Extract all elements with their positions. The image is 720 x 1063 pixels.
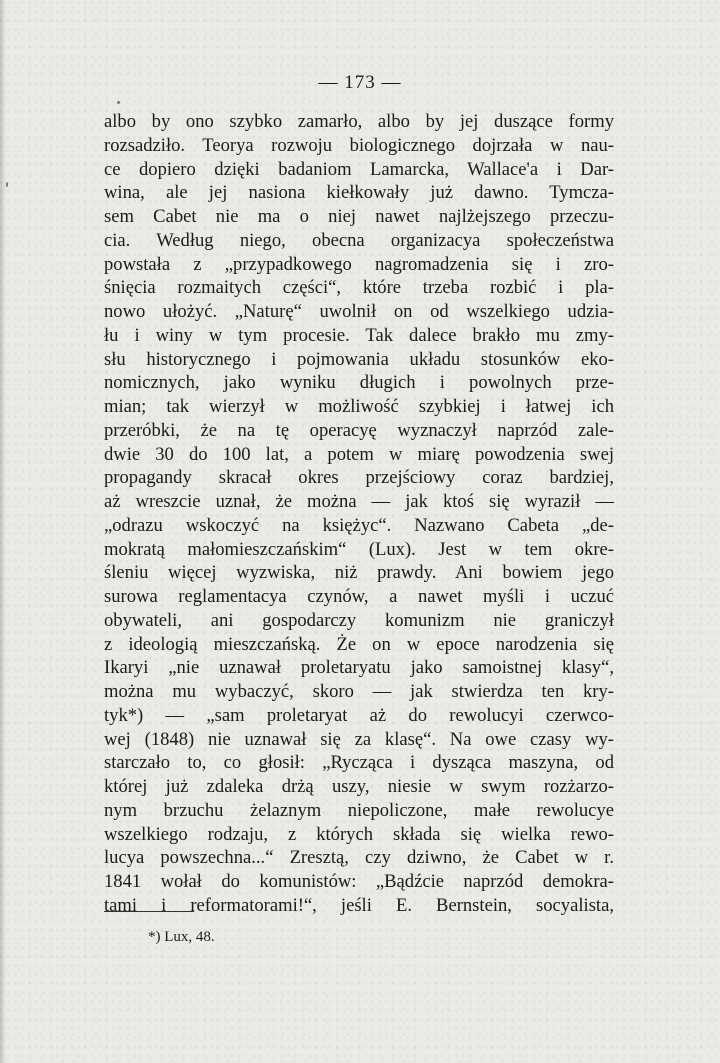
text-line: propagandy skracał okres przejściowy coraz bardziej,: [104, 467, 614, 489]
text-line: przeróbki, że na tę operacyę wyznaczył naprzód zale-: [104, 419, 614, 441]
text-line: nomicznych, jako wyniku długich i powolnych prze-: [104, 372, 614, 394]
text-line: śnięcia rozmaitych części“, które trzeba rozbić i pla-: [104, 277, 614, 299]
body-text: [104, 110, 614, 918]
text-line: cia. Według niego, obecna organizacya społeczeństwa: [104, 229, 614, 251]
text-line: z ideologią mieszczańską. Że on w epoce narodzenia się: [104, 633, 614, 655]
text-line: rozsadziło. Teorya rozwoju biologicznego dojrzała w nau-: [104, 134, 614, 156]
text-line: wina, ale jej nasiona kiełkowały już dawno. Tymcza-: [104, 182, 614, 204]
text-line: surowa reglamentacya czynów, a nawet myśli i uczuć: [104, 586, 614, 607]
text-line: mokratą małomieszczańskim“ (Lux). Jest w tem okre-: [104, 538, 614, 560]
text-line: starczało to, co głosił: „Rycząca i dysząca maszyna, od: [104, 752, 614, 774]
footnote-divider: [104, 911, 194, 912]
text-line: słu historycznego i pojmowania układu stosunków eko-: [104, 348, 614, 370]
text-line: powstała z „przypadkowego nagromadzenia się i zro-: [104, 253, 614, 275]
text-line: „odrazu wskoczyć na księżyc“. Nazwano Cabeta „de-: [104, 514, 614, 536]
text-line: Ikaryi „nie uznawał proletaryatu jako samoistnej klasy“,: [104, 657, 614, 679]
text-line: tami i reformatorami!“, jeśli E. Bernstein, socyalista,: [104, 894, 614, 916]
text-line: wszelkiego rodzaju, z których składa się wielka rewo-: [104, 823, 614, 845]
text-line: dwie 30 do 100 lat, a potem w miarę powodzenia swej: [104, 443, 614, 465]
text-line: można mu wybaczyć, skoro — jak stwierdza ten kry-: [104, 681, 614, 702]
text-line: tyk*) — „sam proletaryat aż do rewolucyi czerwco-: [104, 704, 614, 726]
text-line: lucya powszechna...“ Zresztą, czy dziwno, że Cabet w r.: [104, 847, 614, 869]
print-speck: [6, 182, 8, 187]
page-number: — 173 —: [318, 72, 402, 93]
text-line: wej (1848) nie uznawał się za klasę“. Na owe czasy wy-: [104, 728, 614, 750]
text-line: której już zdaleka drżą uszy, niesie w swym rozżarzo-: [104, 776, 614, 797]
text-line: ce dopiero dzięki badaniom Lamarcka, Wallace'a i Dar-: [104, 158, 614, 180]
text-line: albo by ono szybko zamarło, albo by jej duszące formy: [104, 111, 614, 132]
text-line: 1841 wołał do komunistów: „Bądźcie naprzód demokra-: [104, 871, 614, 892]
text-line: nowo ułożyć. „Naturę“ uwolnił on od wszelkiego udzia-: [104, 301, 614, 322]
print-speck: [117, 101, 120, 104]
page-edge-shadow: [0, 0, 6, 1063]
text-line: mian; tak wierzył w możliwość szybkiej i łatwej ich: [104, 396, 614, 417]
footnote: *) Lux, 48.: [148, 929, 215, 945]
text-line: sem Cabet nie ma o niej nawet najlżejszego przeczu-: [104, 206, 614, 227]
text-line: łu i winy w tym procesie. Tak dalece brakło mu zmy-: [104, 324, 614, 346]
text-line: nym brzuchu żelaznym niepoliczone, małe rewolucye: [104, 799, 614, 821]
text-line: aż wreszcie uznał, że można — jak ktoś się wyraził —: [104, 491, 614, 512]
text-line: obywateli, ani gospodarczy komunizm nie graniczył: [104, 609, 614, 631]
text-line: śleniu więcej wyzwiska, niż prawdy. Ani bowiem jego: [104, 562, 614, 584]
